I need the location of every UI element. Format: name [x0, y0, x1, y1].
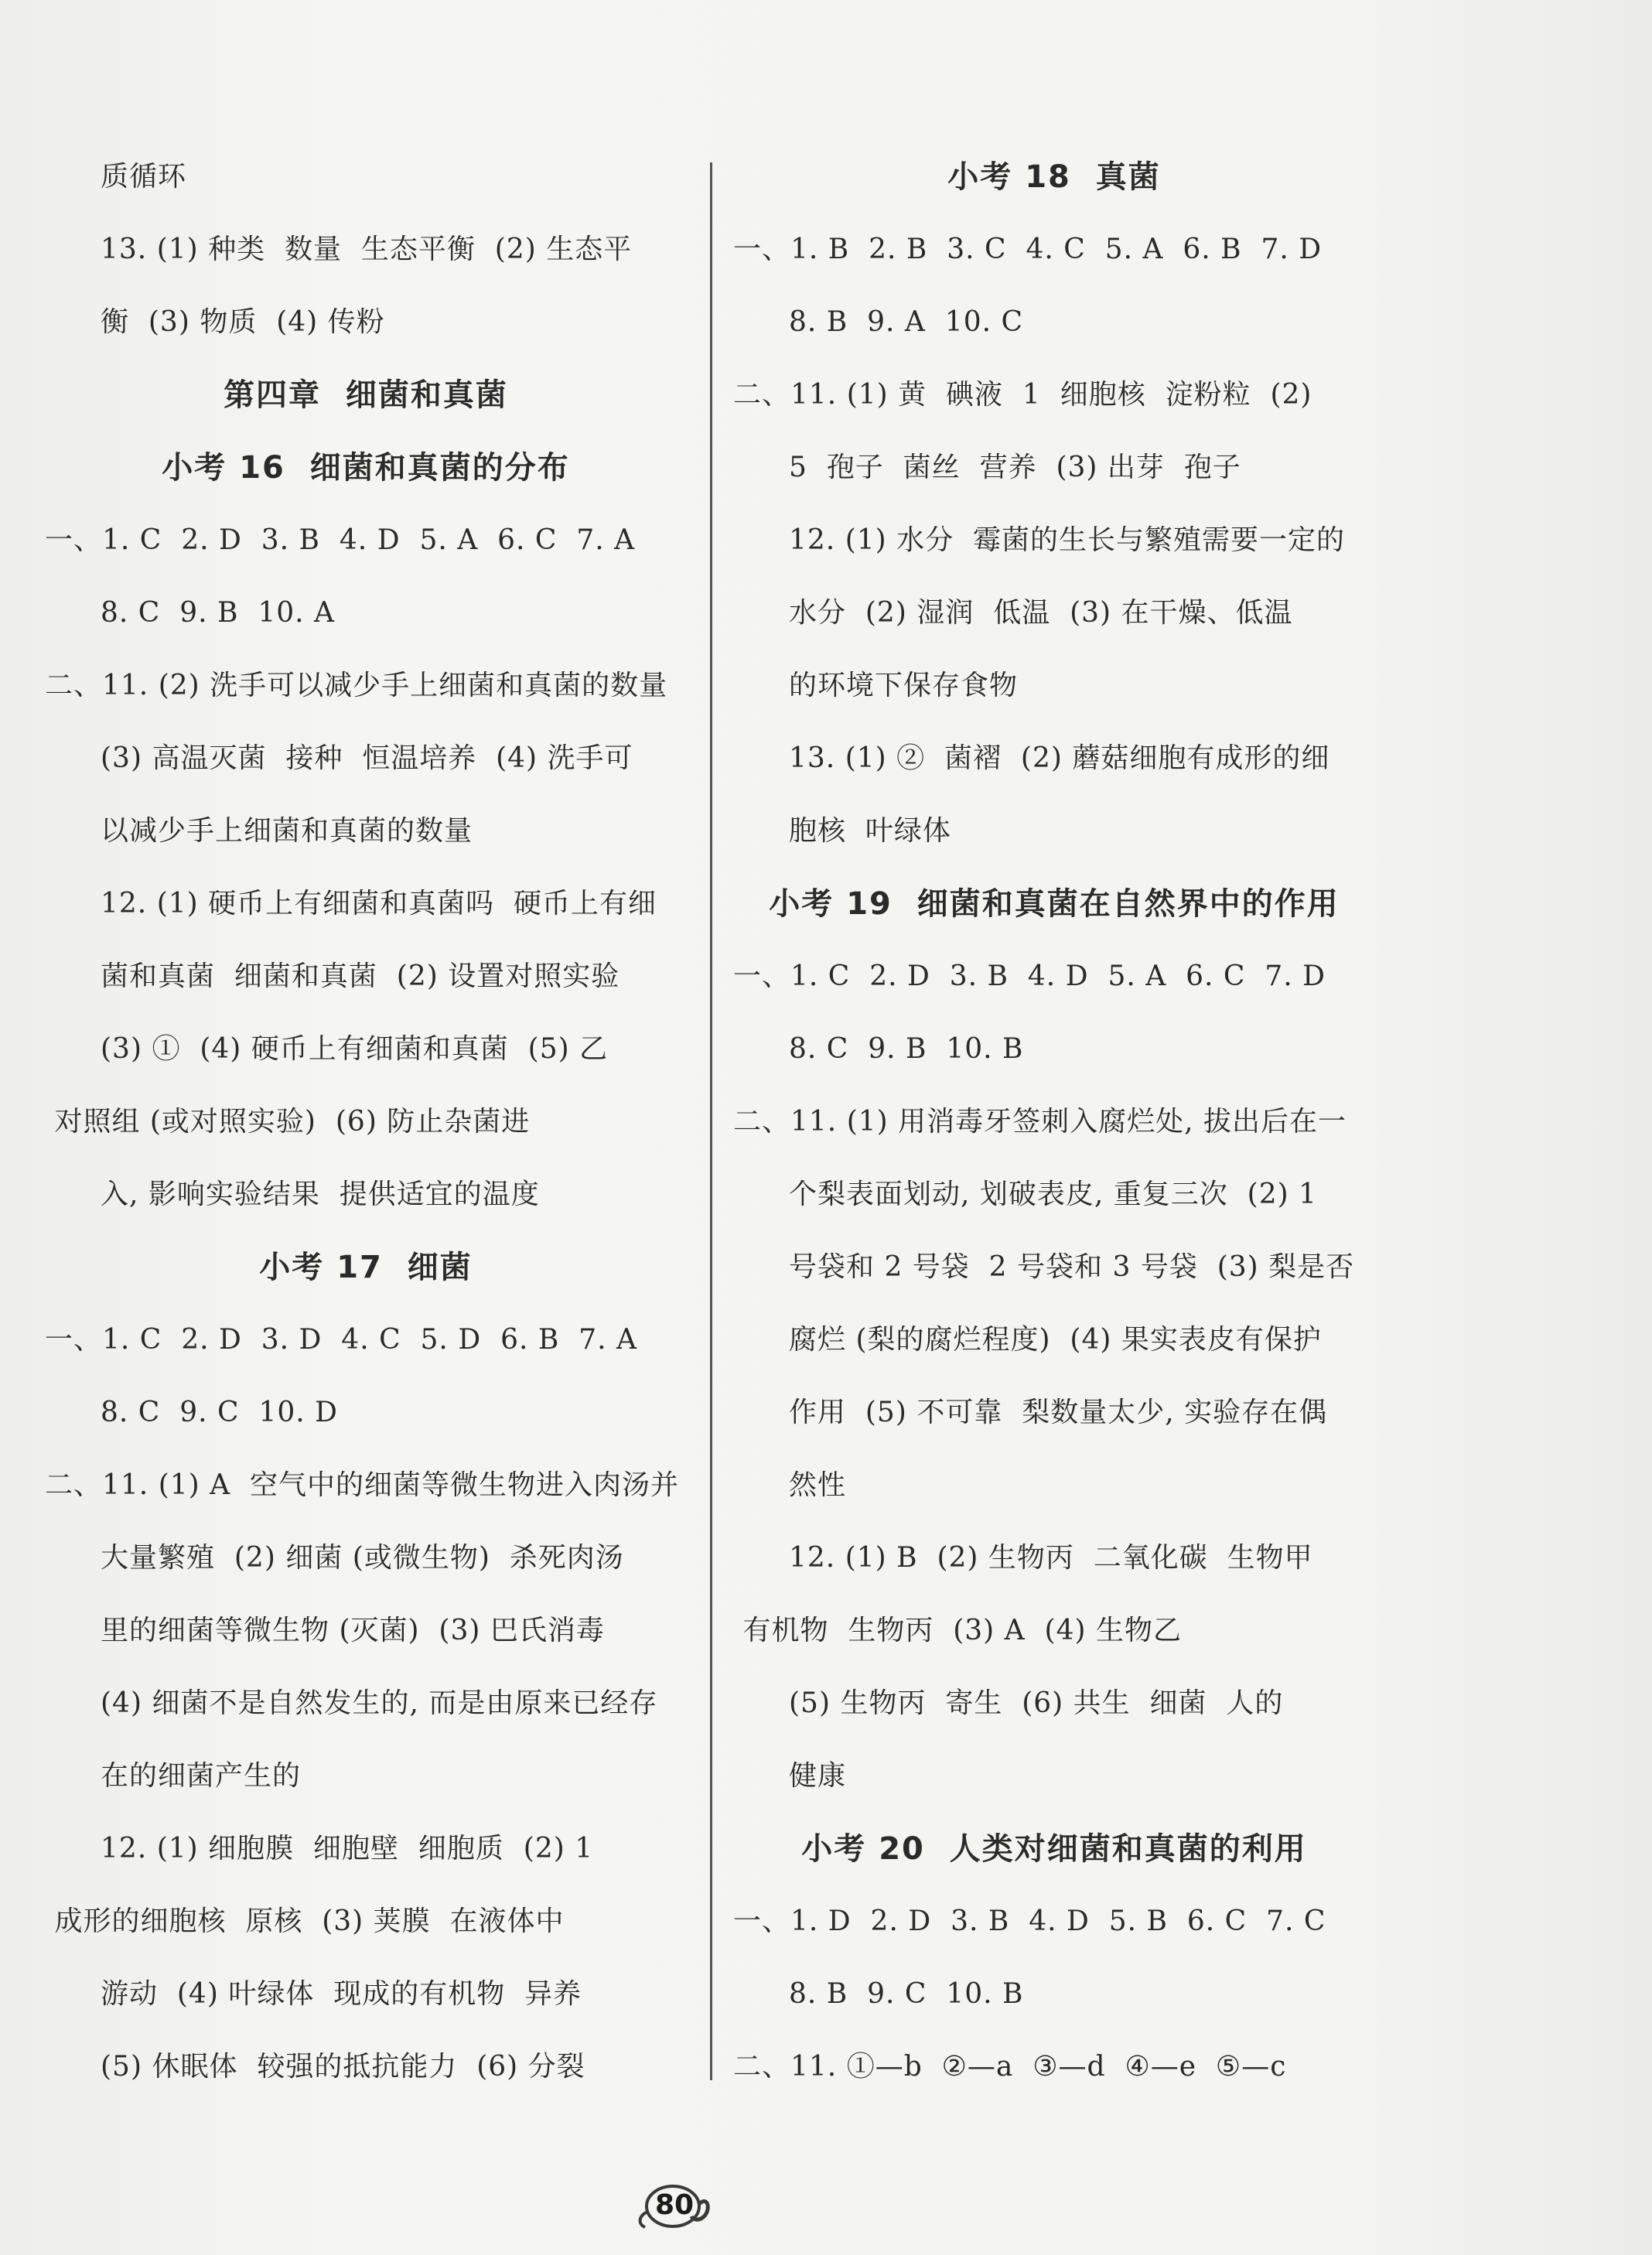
- left-section-heading: 第四章 细菌和真菌: [224, 377, 508, 413]
- left-answer-line: 菌和真菌 细菌和真菌 (2) 设置对照实验: [101, 960, 620, 992]
- left-answer-line: 12. (1) 硬币上有细菌和真菌吗 硬币上有细: [101, 888, 657, 919]
- right-answer-line: 然性: [789, 1469, 847, 1501]
- left-answer-line: 大量繁殖 (2) 细菌 (或微生物) 杀死肉汤: [101, 1542, 624, 1574]
- right-answer-line: 二、11. ①—b ②—a ③—d ④—e ⑤—c: [733, 2051, 1287, 2083]
- left-answer-line: 12. (1) 细胞膜 细胞壁 细胞质 (2) 1: [101, 1833, 594, 1864]
- right-answer-line: 8. B 9. A 10. C: [789, 306, 1024, 338]
- left-answer-line: 一、1. C 2. D 3. B 4. D 5. A 6. C 7. A: [45, 524, 636, 556]
- left-answer-line: 衡 (3) 物质 (4) 传粉: [101, 306, 385, 338]
- column-divider: [710, 162, 712, 2080]
- left-answer-line: 二、11. (1) A 空气中的细菌等微生物进入肉汤并: [45, 1469, 680, 1501]
- left-answer-line: 一、1. C 2. D 3. D 4. C 5. D 6. B 7. A: [45, 1324, 637, 1356]
- left-section-heading: 小考 16 细菌和真菌的分布: [162, 450, 570, 486]
- left-answer-line: 13. (1) 种类 数量 生态平衡 (2) 生态平: [101, 234, 633, 265]
- right-answer-line: 的环境下保存食物: [789, 670, 1019, 701]
- left-answer-line: 8. C 9. B 10. A: [101, 597, 336, 629]
- right-answer-line: 5 孢子 菌丝 营养 (3) 出芽 孢子: [789, 452, 1241, 483]
- left-answer-line: 对照组 (或对照实验) (6) 防止杂菌进: [45, 1106, 531, 1138]
- right-answer-line: 腐烂 (梨的腐烂程度) (4) 果实表皮有保护: [789, 1324, 1322, 1356]
- right-answer-line: 作用 (5) 不可靠 梨数量太少, 实验存在偶: [789, 1397, 1328, 1428]
- right-answer-line: 二、11. (1) 用消毒牙签刺入腐烂处, 拔出后在一: [733, 1106, 1347, 1138]
- left-answer-line: (4) 细菌不是自然发生的, 而是由原来已经存: [101, 1687, 658, 1719]
- left-answer-line: 入, 影响实验结果 提供适宜的温度: [101, 1179, 540, 1210]
- right-section-heading: 小考 18 真菌: [947, 159, 1161, 195]
- right-answer-line: 二、11. (1) 黄 碘液 1 细胞核 淀粉粒 (2): [733, 379, 1312, 411]
- page-number: 80: [654, 2189, 695, 2221]
- right-answer-line: 个梨表面划动, 划破表皮, 重复三次 (2) 1: [789, 1179, 1318, 1210]
- left-answer-line: (5) 休眠体 较强的抵抗能力 (6) 分裂: [101, 2051, 585, 2083]
- right-column: [733, 141, 1375, 2103]
- right-answer-line: 12. (1) B (2) 生物丙 二氧化碳 生物甲: [789, 1542, 1313, 1574]
- left-answer-line: 8. C 9. C 10. D: [101, 1397, 339, 1428]
- right-answer-line: 健康: [789, 1760, 847, 1792]
- left-answer-line: 游动 (4) 叶绿体 现成的有机物 异养: [101, 1978, 582, 2010]
- right-answer-line: 13. (1) ② 菌褶 (2) 蘑菇细胞有成形的细: [789, 742, 1330, 774]
- right-section-heading: 小考 20 人类对细菌和真菌的利用: [801, 1831, 1307, 1867]
- right-answer-line: 有机物 生物丙 (3) A (4) 生物乙: [733, 1615, 1182, 1646]
- left-answer-line: 二、11. (2) 洗手可以减少手上细菌和真菌的数量: [45, 670, 668, 701]
- left-answer-line: 在的细菌产生的: [101, 1760, 302, 1792]
- page-number-badge: [634, 2181, 715, 2230]
- right-answer-line: 号袋和 2 号袋 2 号袋和 3 号袋 (3) 梨是否: [789, 1251, 1355, 1283]
- right-answer-line: 一、1. C 2. D 3. B 4. D 5. A 6. C 7. D: [733, 960, 1326, 992]
- left-answer-line: 质循环: [101, 161, 187, 193]
- right-answer-line: (5) 生物丙 寄生 (6) 共生 细菌 人的: [789, 1687, 1284, 1719]
- right-answer-line: 8. C 9. B 10. B: [789, 1033, 1024, 1065]
- right-section-heading: 小考 19 细菌和真菌在自然界中的作用: [769, 886, 1340, 922]
- right-answer-line: 水分 (2) 湿润 低温 (3) 在干燥、低温: [789, 597, 1293, 629]
- left-answer-line: (3) ① (4) 硬币上有细菌和真菌 (5) 乙: [101, 1033, 609, 1065]
- right-answer-line: 8. B 9. C 10. B: [789, 1978, 1024, 2010]
- left-answer-line: (3) 高温灭菌 接种 恒温培养 (4) 洗手可: [101, 742, 633, 774]
- right-answer-line: 12. (1) 水分 霉菌的生长与繁殖需要一定的: [789, 524, 1346, 556]
- left-column: [45, 141, 687, 2103]
- left-section-heading: 小考 17 细菌: [259, 1250, 473, 1285]
- right-answer-line: 一、1. D 2. D 3. B 4. D 5. B 6. C 7. C: [733, 1905, 1326, 1937]
- right-answer-line: 胞核 叶绿体: [789, 815, 951, 847]
- left-answer-line: 里的细菌等微生物 (灭菌) (3) 巴氏消毒: [101, 1615, 605, 1646]
- right-answer-line: 一、1. B 2. B 3. C 4. C 5. A 6. B 7. D: [733, 234, 1323, 265]
- left-answer-line: 以减少手上细菌和真菌的数量: [101, 815, 473, 847]
- left-answer-line: 成形的细胞核 原核 (3) 荚膜 在液体中: [45, 1905, 565, 1937]
